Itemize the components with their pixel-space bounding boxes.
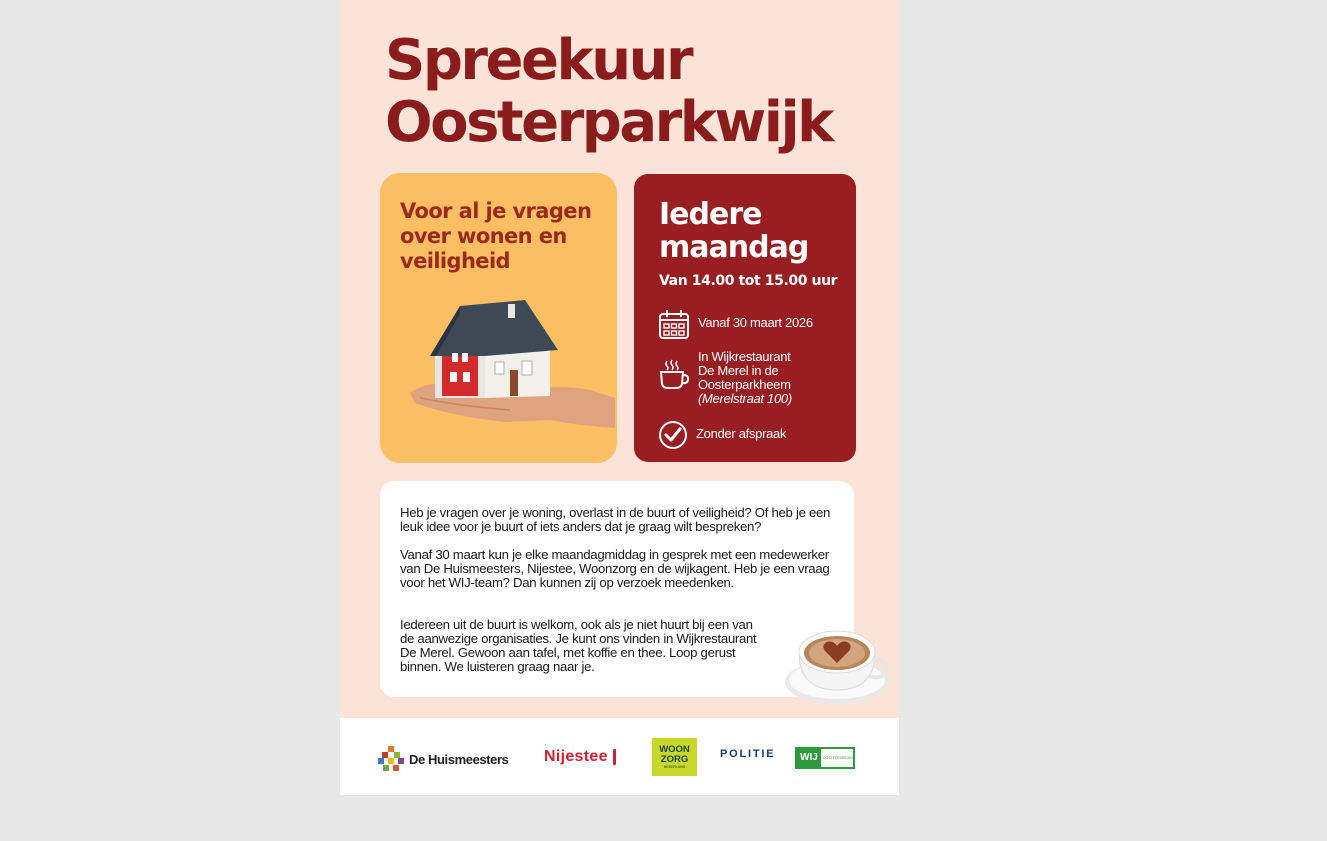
topic-card: [380, 173, 617, 463]
logo-de-huismeesters: [378, 746, 509, 772]
wij-sub-label: OOSTERPARKWIJK: [822, 755, 856, 760]
logo-nijestee: [544, 748, 616, 766]
title-line-2: Oosterparkwijk: [385, 90, 832, 155]
no-appointment-text: Zonder afspraak: [696, 426, 787, 441]
calendar-icon: [658, 308, 690, 340]
logo-woonzorg: [652, 738, 697, 776]
huismeesters-label: De Huismeesters: [409, 751, 509, 767]
start-date-text: Vanaf 30 maart 2026: [698, 315, 813, 330]
woonzorg-line-1: WOON: [659, 743, 690, 755]
location-text: In Wijkrestaurant De Merel in de Oosterparkheem (Merelstraat 100): [698, 349, 792, 406]
paragraph-3: Iedereen uit de buurt is welkom, ook als je niet huurt bij een van de aanwezige organisaties. Je kunt ons vinden in Wijkrestaurant De Merel. Gewoon aan tafel, met koffie en thee. Loop gerust binnen. We luisteren graag naar je.: [400, 617, 757, 674]
woonzorg-line-3: NEDERLAND: [663, 764, 686, 769]
info-no-appointment: [658, 420, 786, 450]
poster: [340, 0, 899, 795]
location-address: (Merelstraat 100): [698, 391, 792, 406]
paragraph-2: Vanaf 30 maart kun je elke maandagmiddag in gesprek met een medewerker van De Huismeesters, Nijestee, Woonzorg en de wijkagent. Heb je een vraag voor het WIJ-team? Dan kunnen zij op verzoek meedenken.: [400, 547, 830, 590]
info-start-date: [658, 308, 813, 340]
logo-wij-oosterparkwijk: [795, 747, 855, 769]
house-on-hand-image: [410, 298, 617, 448]
nijestee-mark-icon: [613, 749, 616, 765]
footer-logos: [340, 718, 899, 795]
poster-title: [385, 30, 832, 154]
schedule-card: [634, 174, 856, 462]
huismeesters-mark-icon: [378, 746, 404, 772]
title-line-1: Spreekuur: [385, 28, 692, 93]
politie-label: POLITIE: [720, 748, 776, 760]
logo-politie: [720, 748, 775, 760]
schedule-time: Van 14.00 tot 15.00 uur: [659, 273, 838, 289]
wij-label: WIJ: [797, 749, 821, 767]
info-location: [658, 350, 792, 406]
woonzorg-line-2: ZORG: [660, 753, 689, 765]
checkmark-icon: [658, 420, 688, 450]
paragraph-1: Heb je vragen over je woning, overlast in de buurt of veiligheid? Of heb je een leuk idee voor je buurt of iets anders dat je graag wilt bespreken?: [400, 505, 831, 534]
topic-heading: Voor al je vragen over wonen en veiligheid: [400, 199, 592, 273]
coffee-cup-icon: [658, 358, 690, 390]
schedule-day: Iedere maandag: [659, 197, 809, 265]
coffee-cup-image: [765, 610, 900, 710]
nijestee-label: Nijestee: [544, 748, 608, 765]
